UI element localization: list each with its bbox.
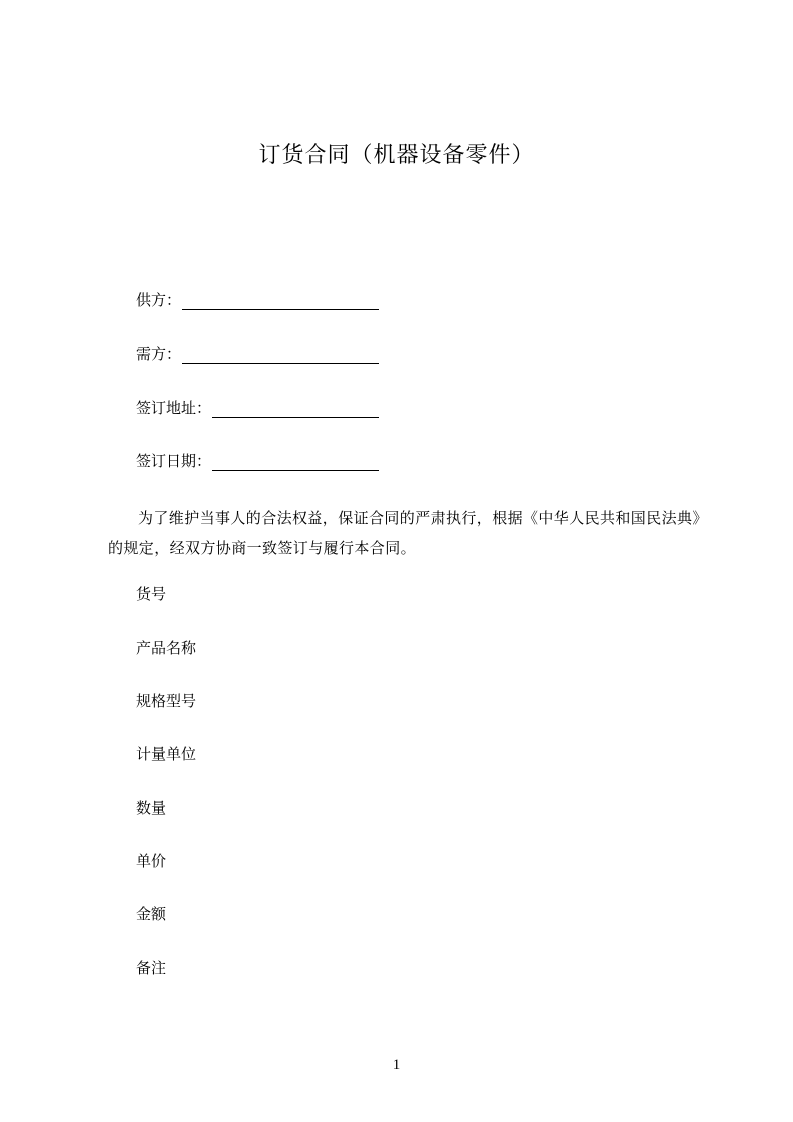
signing-address-label: 签订地址： bbox=[136, 399, 212, 417]
supplier-blank-line bbox=[182, 294, 379, 310]
item-amount: 金额 bbox=[136, 905, 167, 923]
item-product-name: 产品名称 bbox=[136, 639, 197, 657]
signing-date-label: 签订日期： bbox=[136, 452, 212, 470]
item-unit: 计量单位 bbox=[136, 745, 197, 763]
item-goods-number: 货号 bbox=[136, 585, 167, 603]
item-unit-price: 单价 bbox=[136, 852, 167, 870]
intro-paragraph: 为了维护当事人的合法权益，保证合同的严肃执行，根据《中华人民共和国民法典》的规定，经双方协商一致签订与履行本合同。 bbox=[108, 509, 708, 557]
signing-date-field bbox=[136, 451, 379, 471]
supplier-field bbox=[136, 290, 379, 310]
item-specification-model: 规格型号 bbox=[136, 692, 197, 710]
buyer-label: 需方： bbox=[136, 345, 182, 363]
signing-address-field bbox=[136, 398, 379, 418]
page-number: 1 bbox=[392, 1057, 401, 1073]
buyer-field bbox=[136, 344, 379, 364]
buyer-blank-line bbox=[182, 348, 379, 364]
item-remarks: 备注 bbox=[136, 959, 167, 977]
supplier-label: 供方： bbox=[136, 291, 182, 309]
signing-address-blank-line bbox=[212, 402, 379, 418]
item-quantity: 数量 bbox=[136, 799, 167, 817]
document-title: 订货合同（机器设备零件） bbox=[258, 143, 535, 168]
signing-date-blank-line bbox=[212, 455, 379, 471]
